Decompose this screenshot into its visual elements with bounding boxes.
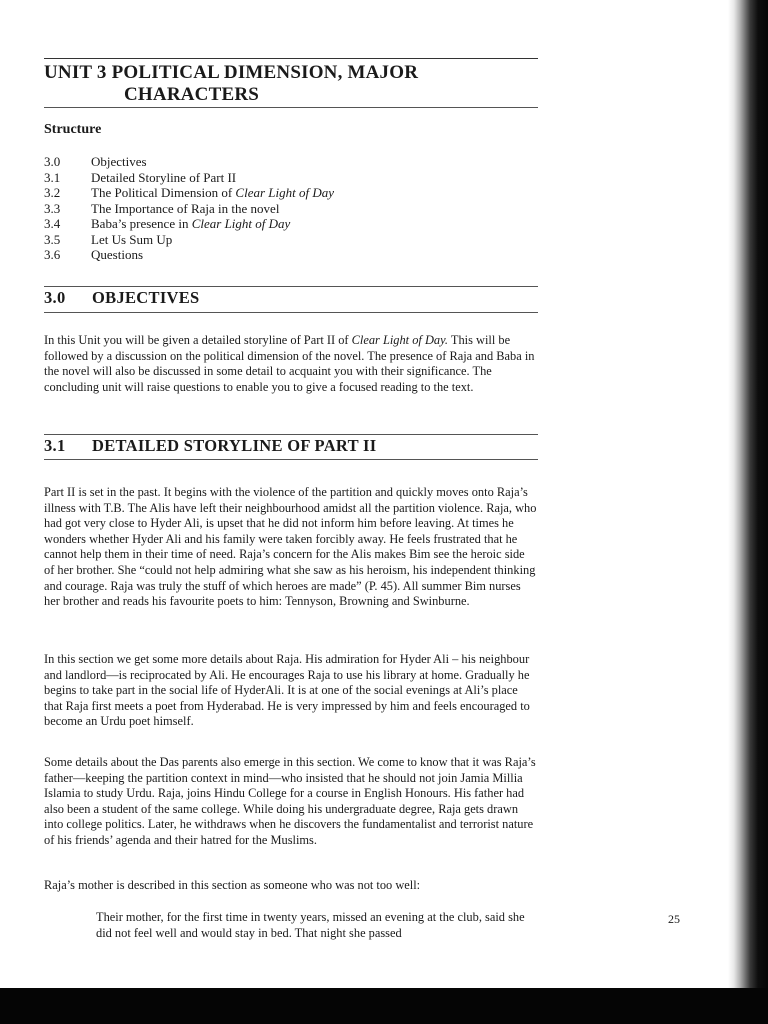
storyline-title: DETAILED STORYLINE OF PART II bbox=[92, 436, 377, 455]
structure-item bbox=[44, 185, 524, 201]
storyline-heading bbox=[44, 436, 538, 456]
structure-list bbox=[44, 154, 524, 263]
storyline-paragraph-3: Some details about the Das parents also emerge in this section. We come to know that it was Raja’s father—keeping the partition context in mind—who insisted that he should not join Jamia Millia Islamia to study Urdu. Raja, joins Hindu College for a course in English Honours. His father had also been a student of the same college. While doing his undergraduate degree, Raja gets drawn into college politics. Later, he withdraws when he discovers the fundamentalist and terrorist nature of his friends’ agenda and their hatred for the Muslims. bbox=[44, 755, 536, 847]
objectives-text-rest: This will be followed by a discussion on the political dimension of the novel. The presence of Raja and Baba in the novel will also be discussed in some detail to acquaint you with their significance. The concluding unit will raise questions to enable you to give a focused reading to the text. bbox=[44, 333, 535, 394]
structure-item-text: Questions bbox=[91, 247, 143, 262]
structure-item bbox=[44, 232, 524, 248]
structure-item-number: 3.2 bbox=[44, 185, 61, 200]
page-number: 25 bbox=[668, 912, 680, 926]
structure-item-number: 3.1 bbox=[44, 169, 61, 185]
structure-item-number: 3.3 bbox=[44, 200, 61, 216]
structure-item-number: 3.6 bbox=[44, 247, 61, 262]
scan-shadow-edge bbox=[728, 0, 768, 1024]
structure-item-text: Objectives bbox=[91, 154, 147, 169]
storyline-bottom-rule bbox=[44, 459, 538, 460]
structure-item-text: The Importance of Raja in the novel bbox=[91, 200, 280, 216]
structure-item bbox=[44, 247, 524, 263]
storyline-top-rule bbox=[44, 434, 538, 435]
structure-item-title: Clear Light of Day bbox=[191, 216, 291, 231]
storyline-paragraph-4: Raja’s mother is described in this section as someone who was not too well: bbox=[44, 878, 421, 892]
structure-item bbox=[44, 201, 524, 217]
objectives-top-rule bbox=[44, 286, 538, 287]
storyline-number: 3.1 bbox=[44, 436, 66, 455]
objectives-bottom-rule bbox=[44, 312, 538, 313]
objectives-number: 3.0 bbox=[44, 288, 66, 307]
objectives-paragraph bbox=[44, 333, 538, 395]
objectives-heading bbox=[44, 288, 538, 308]
title-bottom-rule bbox=[44, 107, 538, 108]
block-quote: Their mother, for the first time in twenty years, missed an evening at the club, said she did not feel well and would stay in bed. That night she passed bbox=[96, 910, 525, 940]
structure-item-text: Let Us Sum Up bbox=[91, 231, 173, 247]
novel-title: Clear Light of Day. bbox=[351, 333, 449, 347]
structure-item-number: 3.0 bbox=[44, 154, 61, 169]
unit-title-line1: UNIT 3 POLITICAL DIMENSION, MAJOR bbox=[44, 62, 419, 83]
structure-item bbox=[44, 170, 524, 186]
structure-item-title: Clear Light of Day bbox=[235, 185, 335, 200]
scan-shadow-bottom bbox=[0, 988, 768, 1024]
structure-item-text: Detailed Storyline of Part II bbox=[91, 169, 237, 185]
structure-item-text: Baba’s presence in bbox=[91, 216, 192, 231]
structure-label: Structure bbox=[44, 122, 102, 137]
structure-item-text: The Political Dimension of bbox=[91, 185, 236, 200]
title-top-rule bbox=[44, 58, 538, 59]
structure-item-number: 3.4 bbox=[44, 216, 61, 231]
storyline-paragraph-2: In this section we get some more details about Raja. His admiration for Hyder Ali – his neighbour and landlord—is reciprocated by Ali. He encourages Raja to use his library at home. Gradually he begins to take part in the social life of HyderAli. It is at one of the social evenings at Ali’s place that Raja first meets a poet from Hyderabad. He is very impressed by him and feels encouraged to become an Urdu poet himself. bbox=[44, 652, 530, 729]
unit-title bbox=[44, 62, 538, 106]
structure-item bbox=[44, 216, 524, 232]
storyline-paragraph-1: Part II is set in the past. It begins with the violence of the partition and quickly moves onto Raja’s illness with T.B. The Alis have left their neighbourhood amidst all the partition violence. Raja, who had got very close to Hyder Ali, is upset that he did not inform him before leaving. At times he wonders whether Hyder Ali and his family were taken forcibly away. He feels frustrated that he cannot help them in their time of need. Raja’s concern for the Alis makes Bim see the heroic side of her brother. She “could not help admiring what she saw as his heroism, his independent thinking and courage. Raja was truly the stuff of which heroes are made” (P. 45). All summer Bim nurses her brother and reads his favourite poets to him: Tennyson, Browning and Swinburne. bbox=[44, 485, 537, 609]
objectives-title: OBJECTIVES bbox=[92, 288, 200, 307]
structure-item-number: 3.5 bbox=[44, 231, 61, 247]
objectives-text-start: In this Unit you will be given a detailed storyline of Part II of bbox=[44, 333, 352, 347]
structure-item bbox=[44, 154, 524, 170]
unit-title-line2: CHARACTERS bbox=[124, 84, 260, 105]
